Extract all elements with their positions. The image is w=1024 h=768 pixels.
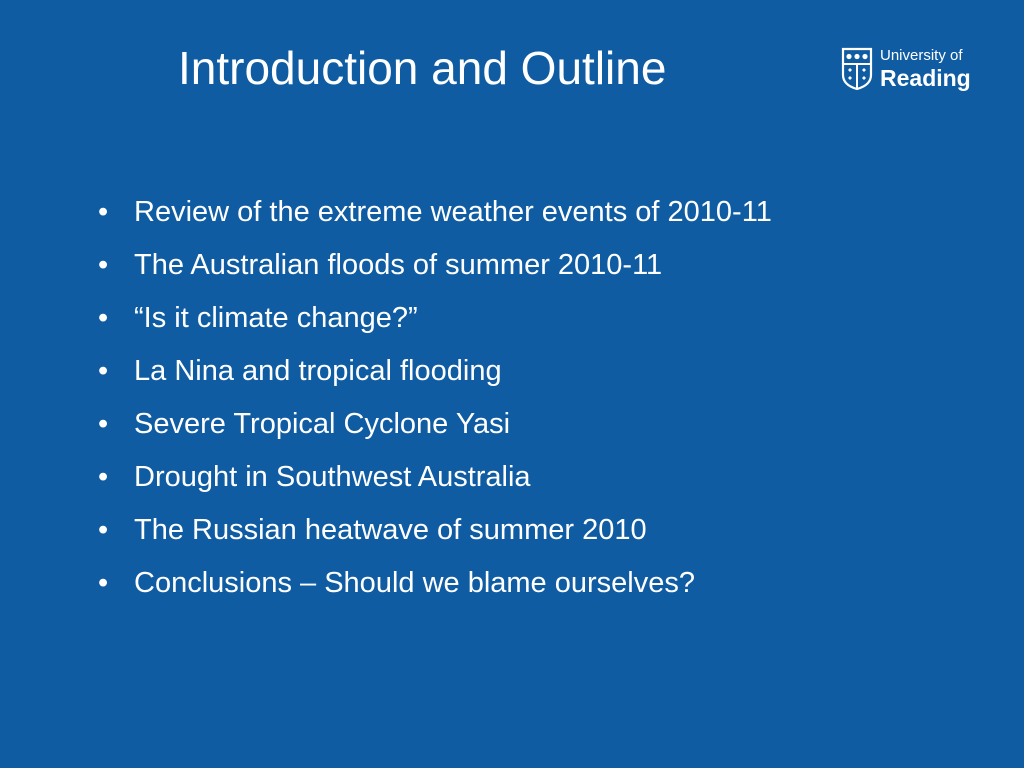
bullet-text: La Nina and tropical flooding — [134, 355, 502, 387]
bullet-dot-icon: • — [98, 302, 109, 334]
bullet-text: Review of the extreme weather events of 2010-11 — [134, 196, 772, 228]
bullet-text: Severe Tropical Cyclone Yasi — [134, 408, 511, 440]
bullet-dot-icon: • — [98, 461, 109, 493]
bullet-dot-icon: • — [98, 567, 109, 599]
university-logo — [841, 47, 981, 95]
logo-text-line2: Reading — [880, 65, 971, 91]
bullet-text: The Russian heatwave of summer 2010 — [134, 514, 647, 546]
shield-icon — [841, 47, 873, 91]
slide-title: Introduction and Outline — [178, 42, 667, 94]
bullet-text: The Australian floods of summer 2010-11 — [134, 249, 663, 281]
bullet-dot-icon: • — [98, 408, 109, 440]
bullet-dot-icon: • — [98, 196, 109, 228]
bullet-text: Conclusions – Should we blame ourselves? — [134, 567, 695, 599]
bullet-dot-icon: • — [98, 514, 109, 546]
bullet-dot-icon: • — [98, 355, 109, 387]
bullet-dot-icon: • — [98, 249, 109, 281]
bullet-text: “Is it climate change?” — [134, 302, 418, 334]
bullet-text: Drought in Southwest Australia — [134, 461, 531, 493]
logo-text-line1: University of — [880, 47, 963, 64]
